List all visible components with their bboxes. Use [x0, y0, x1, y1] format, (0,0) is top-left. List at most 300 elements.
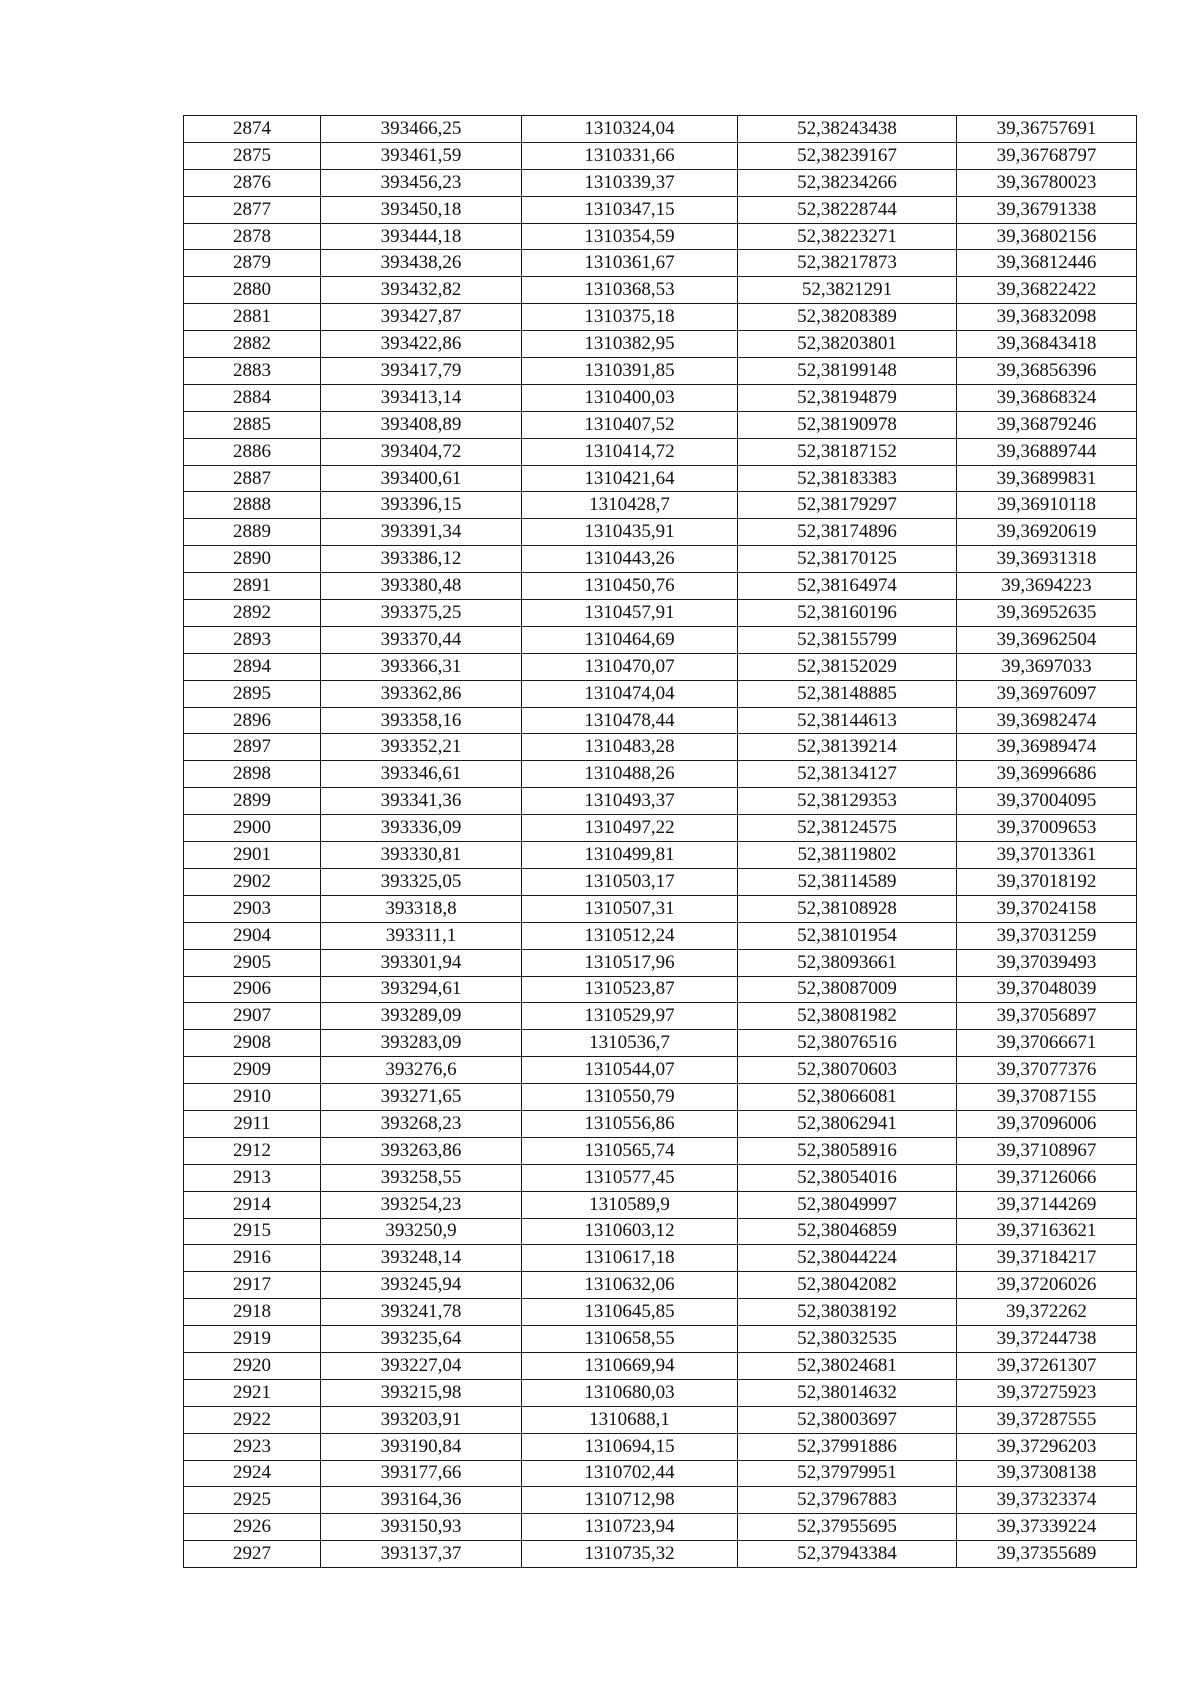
point-number-cell: 2884 [184, 384, 321, 411]
point-number-cell: 2905 [184, 949, 321, 976]
x-coordinate-cell: 393450,18 [321, 196, 522, 223]
longitude-cell: 39,36879246 [957, 411, 1137, 438]
y-coordinate-cell: 1310435,91 [522, 519, 738, 546]
x-coordinate-cell: 393391,34 [321, 519, 522, 546]
table-row [184, 1218, 1137, 1245]
latitude-cell: 52,38139214 [738, 734, 957, 761]
x-coordinate-cell: 393386,12 [321, 546, 522, 573]
longitude-cell: 39,36843418 [957, 331, 1137, 358]
longitude-cell: 39,36791338 [957, 196, 1137, 223]
table-row [184, 142, 1137, 169]
longitude-cell: 39,36952635 [957, 600, 1137, 627]
y-coordinate-cell: 1310478,44 [522, 707, 738, 734]
table-row [184, 1460, 1137, 1487]
x-coordinate-cell: 393301,94 [321, 949, 522, 976]
longitude-cell: 39,37244738 [957, 1326, 1137, 1353]
point-number-cell: 2893 [184, 626, 321, 653]
point-number-cell: 2902 [184, 868, 321, 895]
y-coordinate-cell: 1310658,55 [522, 1326, 738, 1353]
latitude-cell: 52,38228744 [738, 196, 957, 223]
latitude-cell: 52,38101954 [738, 922, 957, 949]
longitude-cell: 39,3694223 [957, 573, 1137, 600]
table-row [184, 1379, 1137, 1406]
longitude-cell: 39,36982474 [957, 707, 1137, 734]
longitude-cell: 39,36962504 [957, 626, 1137, 653]
table-row [184, 573, 1137, 600]
longitude-cell: 39,372262 [957, 1299, 1137, 1326]
point-number-cell: 2899 [184, 788, 321, 815]
x-coordinate-cell: 393400,61 [321, 465, 522, 492]
y-coordinate-cell: 1310464,69 [522, 626, 738, 653]
latitude-cell: 52,38199148 [738, 358, 957, 385]
x-coordinate-cell: 393422,86 [321, 331, 522, 358]
table-row [184, 653, 1137, 680]
table-row [184, 331, 1137, 358]
table-row [184, 922, 1137, 949]
table-row [184, 1110, 1137, 1137]
latitude-cell: 52,37979951 [738, 1460, 957, 1487]
latitude-cell: 52,37991886 [738, 1433, 957, 1460]
table-row [184, 465, 1137, 492]
y-coordinate-cell: 1310589,9 [522, 1191, 738, 1218]
latitude-cell: 52,38243438 [738, 116, 957, 143]
x-coordinate-cell: 393190,84 [321, 1433, 522, 1460]
longitude-cell: 39,36910118 [957, 492, 1137, 519]
table-row [184, 1057, 1137, 1084]
longitude-cell: 39,36856396 [957, 358, 1137, 385]
y-coordinate-cell: 1310702,44 [522, 1460, 738, 1487]
longitude-cell: 39,36757691 [957, 116, 1137, 143]
y-coordinate-cell: 1310544,07 [522, 1057, 738, 1084]
table-row [184, 815, 1137, 842]
longitude-cell: 39,37024158 [957, 895, 1137, 922]
table-row [184, 546, 1137, 573]
table-row [184, 1514, 1137, 1541]
latitude-cell: 52,38160196 [738, 600, 957, 627]
coordinates-table [183, 115, 1137, 1568]
y-coordinate-cell: 1310470,07 [522, 653, 738, 680]
y-coordinate-cell: 1310694,15 [522, 1433, 738, 1460]
point-number-cell: 2878 [184, 223, 321, 250]
latitude-cell: 52,38124575 [738, 815, 957, 842]
longitude-cell: 39,37355689 [957, 1541, 1137, 1568]
table-row [184, 358, 1137, 385]
table-row [184, 949, 1137, 976]
x-coordinate-cell: 393283,09 [321, 1030, 522, 1057]
x-coordinate-cell: 393461,59 [321, 142, 522, 169]
x-coordinate-cell: 393245,94 [321, 1272, 522, 1299]
x-coordinate-cell: 393444,18 [321, 223, 522, 250]
point-number-cell: 2889 [184, 519, 321, 546]
table-row [184, 519, 1137, 546]
longitude-cell: 39,37261307 [957, 1352, 1137, 1379]
x-coordinate-cell: 393263,86 [321, 1137, 522, 1164]
latitude-cell: 52,38044224 [738, 1245, 957, 1272]
table-row [184, 250, 1137, 277]
x-coordinate-cell: 393362,86 [321, 680, 522, 707]
point-number-cell: 2901 [184, 842, 321, 869]
longitude-cell: 39,37108967 [957, 1137, 1137, 1164]
latitude-cell: 52,38239167 [738, 142, 957, 169]
x-coordinate-cell: 393268,23 [321, 1110, 522, 1137]
latitude-cell: 52,38164974 [738, 573, 957, 600]
table-row [184, 1164, 1137, 1191]
x-coordinate-cell: 393408,89 [321, 411, 522, 438]
y-coordinate-cell: 1310391,85 [522, 358, 738, 385]
y-coordinate-cell: 1310523,87 [522, 976, 738, 1003]
y-coordinate-cell: 1310550,79 [522, 1084, 738, 1111]
y-coordinate-cell: 1310421,64 [522, 465, 738, 492]
latitude-cell: 52,38042082 [738, 1272, 957, 1299]
point-number-cell: 2920 [184, 1352, 321, 1379]
table-row [184, 1352, 1137, 1379]
table-row [184, 788, 1137, 815]
longitude-cell: 39,36976097 [957, 680, 1137, 707]
x-coordinate-cell: 393289,09 [321, 1003, 522, 1030]
point-number-cell: 2876 [184, 169, 321, 196]
table-row [184, 1003, 1137, 1030]
longitude-cell: 39,36780023 [957, 169, 1137, 196]
y-coordinate-cell: 1310529,97 [522, 1003, 738, 1030]
table-row [184, 1191, 1137, 1218]
x-coordinate-cell: 393254,23 [321, 1191, 522, 1218]
point-number-cell: 2892 [184, 600, 321, 627]
longitude-cell: 39,37048039 [957, 976, 1137, 1003]
longitude-cell: 39,36920619 [957, 519, 1137, 546]
latitude-cell: 52,38170125 [738, 546, 957, 573]
point-number-cell: 2906 [184, 976, 321, 1003]
y-coordinate-cell: 1310443,26 [522, 546, 738, 573]
point-number-cell: 2894 [184, 653, 321, 680]
table-row [184, 384, 1137, 411]
point-number-cell: 2875 [184, 142, 321, 169]
table-row [184, 438, 1137, 465]
point-number-cell: 2927 [184, 1541, 321, 1568]
y-coordinate-cell: 1310723,94 [522, 1514, 738, 1541]
table-row [184, 277, 1137, 304]
x-coordinate-cell: 393413,14 [321, 384, 522, 411]
longitude-cell: 39,3697033 [957, 653, 1137, 680]
x-coordinate-cell: 393137,37 [321, 1541, 522, 1568]
latitude-cell: 52,38093661 [738, 949, 957, 976]
longitude-cell: 39,36812446 [957, 250, 1137, 277]
latitude-cell: 52,38203801 [738, 331, 957, 358]
y-coordinate-cell: 1310400,03 [522, 384, 738, 411]
y-coordinate-cell: 1310645,85 [522, 1299, 738, 1326]
point-number-cell: 2896 [184, 707, 321, 734]
y-coordinate-cell: 1310474,04 [522, 680, 738, 707]
table-row [184, 842, 1137, 869]
latitude-cell: 52,38038192 [738, 1299, 957, 1326]
y-coordinate-cell: 1310407,52 [522, 411, 738, 438]
y-coordinate-cell: 1310368,53 [522, 277, 738, 304]
x-coordinate-cell: 393235,64 [321, 1326, 522, 1353]
coordinates-table-body [184, 116, 1137, 1568]
table-row [184, 895, 1137, 922]
latitude-cell: 52,38087009 [738, 976, 957, 1003]
table-row [184, 707, 1137, 734]
y-coordinate-cell: 1310324,04 [522, 116, 738, 143]
x-coordinate-cell: 393150,93 [321, 1514, 522, 1541]
longitude-cell: 39,37296203 [957, 1433, 1137, 1460]
point-number-cell: 2904 [184, 922, 321, 949]
y-coordinate-cell: 1310688,1 [522, 1406, 738, 1433]
latitude-cell: 52,38190978 [738, 411, 957, 438]
table-row [184, 411, 1137, 438]
latitude-cell: 52,37955695 [738, 1514, 957, 1541]
latitude-cell: 52,38134127 [738, 761, 957, 788]
longitude-cell: 39,37087155 [957, 1084, 1137, 1111]
longitude-cell: 39,36931318 [957, 546, 1137, 573]
longitude-cell: 39,37066671 [957, 1030, 1137, 1057]
point-number-cell: 2879 [184, 250, 321, 277]
point-number-cell: 2880 [184, 277, 321, 304]
point-number-cell: 2882 [184, 331, 321, 358]
y-coordinate-cell: 1310669,94 [522, 1352, 738, 1379]
longitude-cell: 39,37077376 [957, 1057, 1137, 1084]
y-coordinate-cell: 1310680,03 [522, 1379, 738, 1406]
x-coordinate-cell: 393427,87 [321, 304, 522, 331]
point-number-cell: 2900 [184, 815, 321, 842]
y-coordinate-cell: 1310488,26 [522, 761, 738, 788]
x-coordinate-cell: 393366,31 [321, 653, 522, 680]
point-number-cell: 2891 [184, 573, 321, 600]
x-coordinate-cell: 393276,6 [321, 1057, 522, 1084]
table-row [184, 1541, 1137, 1568]
latitude-cell: 52,38144613 [738, 707, 957, 734]
latitude-cell: 52,38062941 [738, 1110, 957, 1137]
table-row [184, 169, 1137, 196]
longitude-cell: 39,37206026 [957, 1272, 1137, 1299]
latitude-cell: 52,38179297 [738, 492, 957, 519]
x-coordinate-cell: 393227,04 [321, 1352, 522, 1379]
x-coordinate-cell: 393396,15 [321, 492, 522, 519]
table-row [184, 761, 1137, 788]
point-number-cell: 2918 [184, 1299, 321, 1326]
y-coordinate-cell: 1310512,24 [522, 922, 738, 949]
y-coordinate-cell: 1310493,37 [522, 788, 738, 815]
x-coordinate-cell: 393358,16 [321, 707, 522, 734]
point-number-cell: 2883 [184, 358, 321, 385]
x-coordinate-cell: 393241,78 [321, 1299, 522, 1326]
table-row [184, 1326, 1137, 1353]
table-row [184, 626, 1137, 653]
longitude-cell: 39,37184217 [957, 1245, 1137, 1272]
latitude-cell: 52,38155799 [738, 626, 957, 653]
point-number-cell: 2881 [184, 304, 321, 331]
y-coordinate-cell: 1310382,95 [522, 331, 738, 358]
table-row [184, 1137, 1137, 1164]
latitude-cell: 52,38032535 [738, 1326, 957, 1353]
table-row [184, 1406, 1137, 1433]
longitude-cell: 39,37144269 [957, 1191, 1137, 1218]
x-coordinate-cell: 393341,36 [321, 788, 522, 815]
point-number-cell: 2910 [184, 1084, 321, 1111]
x-coordinate-cell: 393432,82 [321, 277, 522, 304]
longitude-cell: 39,37287555 [957, 1406, 1137, 1433]
point-number-cell: 2913 [184, 1164, 321, 1191]
latitude-cell: 52,38148885 [738, 680, 957, 707]
latitude-cell: 52,38003697 [738, 1406, 957, 1433]
point-number-cell: 2917 [184, 1272, 321, 1299]
point-number-cell: 2925 [184, 1487, 321, 1514]
y-coordinate-cell: 1310354,59 [522, 223, 738, 250]
x-coordinate-cell: 393438,26 [321, 250, 522, 277]
point-number-cell: 2908 [184, 1030, 321, 1057]
latitude-cell: 52,3821291 [738, 277, 957, 304]
y-coordinate-cell: 1310450,76 [522, 573, 738, 600]
longitude-cell: 39,36822422 [957, 277, 1137, 304]
x-coordinate-cell: 393203,91 [321, 1406, 522, 1433]
table-row [184, 1487, 1137, 1514]
longitude-cell: 39,37323374 [957, 1487, 1137, 1514]
y-coordinate-cell: 1310603,12 [522, 1218, 738, 1245]
latitude-cell: 52,38174896 [738, 519, 957, 546]
latitude-cell: 52,38014632 [738, 1379, 957, 1406]
latitude-cell: 52,38119802 [738, 842, 957, 869]
x-coordinate-cell: 393346,61 [321, 761, 522, 788]
point-number-cell: 2895 [184, 680, 321, 707]
table-row [184, 600, 1137, 627]
latitude-cell: 52,38049997 [738, 1191, 957, 1218]
x-coordinate-cell: 393417,79 [321, 358, 522, 385]
latitude-cell: 52,37943384 [738, 1541, 957, 1568]
latitude-cell: 52,37967883 [738, 1487, 957, 1514]
y-coordinate-cell: 1310499,81 [522, 842, 738, 869]
y-coordinate-cell: 1310483,28 [522, 734, 738, 761]
x-coordinate-cell: 393318,8 [321, 895, 522, 922]
longitude-cell: 39,36889744 [957, 438, 1137, 465]
latitude-cell: 52,38187152 [738, 438, 957, 465]
point-number-cell: 2926 [184, 1514, 321, 1541]
y-coordinate-cell: 1310428,7 [522, 492, 738, 519]
y-coordinate-cell: 1310503,17 [522, 868, 738, 895]
longitude-cell: 39,37308138 [957, 1460, 1137, 1487]
latitude-cell: 52,38070603 [738, 1057, 957, 1084]
point-number-cell: 2916 [184, 1245, 321, 1272]
table-row [184, 223, 1137, 250]
y-coordinate-cell: 1310457,91 [522, 600, 738, 627]
x-coordinate-cell: 393258,55 [321, 1164, 522, 1191]
latitude-cell: 52,38081982 [738, 1003, 957, 1030]
point-number-cell: 2919 [184, 1326, 321, 1353]
y-coordinate-cell: 1310414,72 [522, 438, 738, 465]
y-coordinate-cell: 1310565,74 [522, 1137, 738, 1164]
longitude-cell: 39,37018192 [957, 868, 1137, 895]
longitude-cell: 39,36996686 [957, 761, 1137, 788]
point-number-cell: 2924 [184, 1460, 321, 1487]
point-number-cell: 2890 [184, 546, 321, 573]
point-number-cell: 2888 [184, 492, 321, 519]
point-number-cell: 2909 [184, 1057, 321, 1084]
longitude-cell: 39,37096006 [957, 1110, 1137, 1137]
longitude-cell: 39,36899831 [957, 465, 1137, 492]
latitude-cell: 52,38152029 [738, 653, 957, 680]
x-coordinate-cell: 393380,48 [321, 573, 522, 600]
table-row [184, 976, 1137, 1003]
latitude-cell: 52,38024681 [738, 1352, 957, 1379]
x-coordinate-cell: 393311,1 [321, 922, 522, 949]
longitude-cell: 39,37275923 [957, 1379, 1137, 1406]
y-coordinate-cell: 1310577,45 [522, 1164, 738, 1191]
point-number-cell: 2874 [184, 116, 321, 143]
table-row [184, 492, 1137, 519]
x-coordinate-cell: 393330,81 [321, 842, 522, 869]
latitude-cell: 52,38208389 [738, 304, 957, 331]
point-number-cell: 2911 [184, 1110, 321, 1137]
x-coordinate-cell: 393215,98 [321, 1379, 522, 1406]
latitude-cell: 52,38183383 [738, 465, 957, 492]
x-coordinate-cell: 393466,25 [321, 116, 522, 143]
x-coordinate-cell: 393456,23 [321, 169, 522, 196]
latitude-cell: 52,38114589 [738, 868, 957, 895]
longitude-cell: 39,37009653 [957, 815, 1137, 842]
longitude-cell: 39,36802156 [957, 223, 1137, 250]
latitude-cell: 52,38129353 [738, 788, 957, 815]
table-row [184, 1299, 1137, 1326]
x-coordinate-cell: 393271,65 [321, 1084, 522, 1111]
table-row [184, 1272, 1137, 1299]
latitude-cell: 52,38076516 [738, 1030, 957, 1057]
y-coordinate-cell: 1310361,67 [522, 250, 738, 277]
table-row [184, 1433, 1137, 1460]
x-coordinate-cell: 393404,72 [321, 438, 522, 465]
point-number-cell: 2898 [184, 761, 321, 788]
x-coordinate-cell: 393375,25 [321, 600, 522, 627]
table-row [184, 116, 1137, 143]
table-row [184, 680, 1137, 707]
table-row [184, 868, 1137, 895]
y-coordinate-cell: 1310507,31 [522, 895, 738, 922]
x-coordinate-cell: 393370,44 [321, 626, 522, 653]
x-coordinate-cell: 393248,14 [321, 1245, 522, 1272]
point-number-cell: 2903 [184, 895, 321, 922]
point-number-cell: 2887 [184, 465, 321, 492]
longitude-cell: 39,36832098 [957, 304, 1137, 331]
point-number-cell: 2897 [184, 734, 321, 761]
longitude-cell: 39,37126066 [957, 1164, 1137, 1191]
y-coordinate-cell: 1310617,18 [522, 1245, 738, 1272]
latitude-cell: 52,38234266 [738, 169, 957, 196]
x-coordinate-cell: 393250,9 [321, 1218, 522, 1245]
x-coordinate-cell: 393325,05 [321, 868, 522, 895]
y-coordinate-cell: 1310712,98 [522, 1487, 738, 1514]
table-row [184, 1245, 1137, 1272]
point-number-cell: 2907 [184, 1003, 321, 1030]
point-number-cell: 2886 [184, 438, 321, 465]
y-coordinate-cell: 1310632,06 [522, 1272, 738, 1299]
latitude-cell: 52,38066081 [738, 1084, 957, 1111]
latitude-cell: 52,38194879 [738, 384, 957, 411]
y-coordinate-cell: 1310735,32 [522, 1541, 738, 1568]
longitude-cell: 39,36989474 [957, 734, 1137, 761]
y-coordinate-cell: 1310339,37 [522, 169, 738, 196]
point-number-cell: 2923 [184, 1433, 321, 1460]
longitude-cell: 39,37013361 [957, 842, 1137, 869]
latitude-cell: 52,38108928 [738, 895, 957, 922]
y-coordinate-cell: 1310375,18 [522, 304, 738, 331]
x-coordinate-cell: 393336,09 [321, 815, 522, 842]
x-coordinate-cell: 393294,61 [321, 976, 522, 1003]
point-number-cell: 2922 [184, 1406, 321, 1433]
latitude-cell: 52,38223271 [738, 223, 957, 250]
point-number-cell: 2912 [184, 1137, 321, 1164]
x-coordinate-cell: 393352,21 [321, 734, 522, 761]
y-coordinate-cell: 1310497,22 [522, 815, 738, 842]
longitude-cell: 39,37339224 [957, 1514, 1137, 1541]
longitude-cell: 39,36868324 [957, 384, 1137, 411]
latitude-cell: 52,38054016 [738, 1164, 957, 1191]
